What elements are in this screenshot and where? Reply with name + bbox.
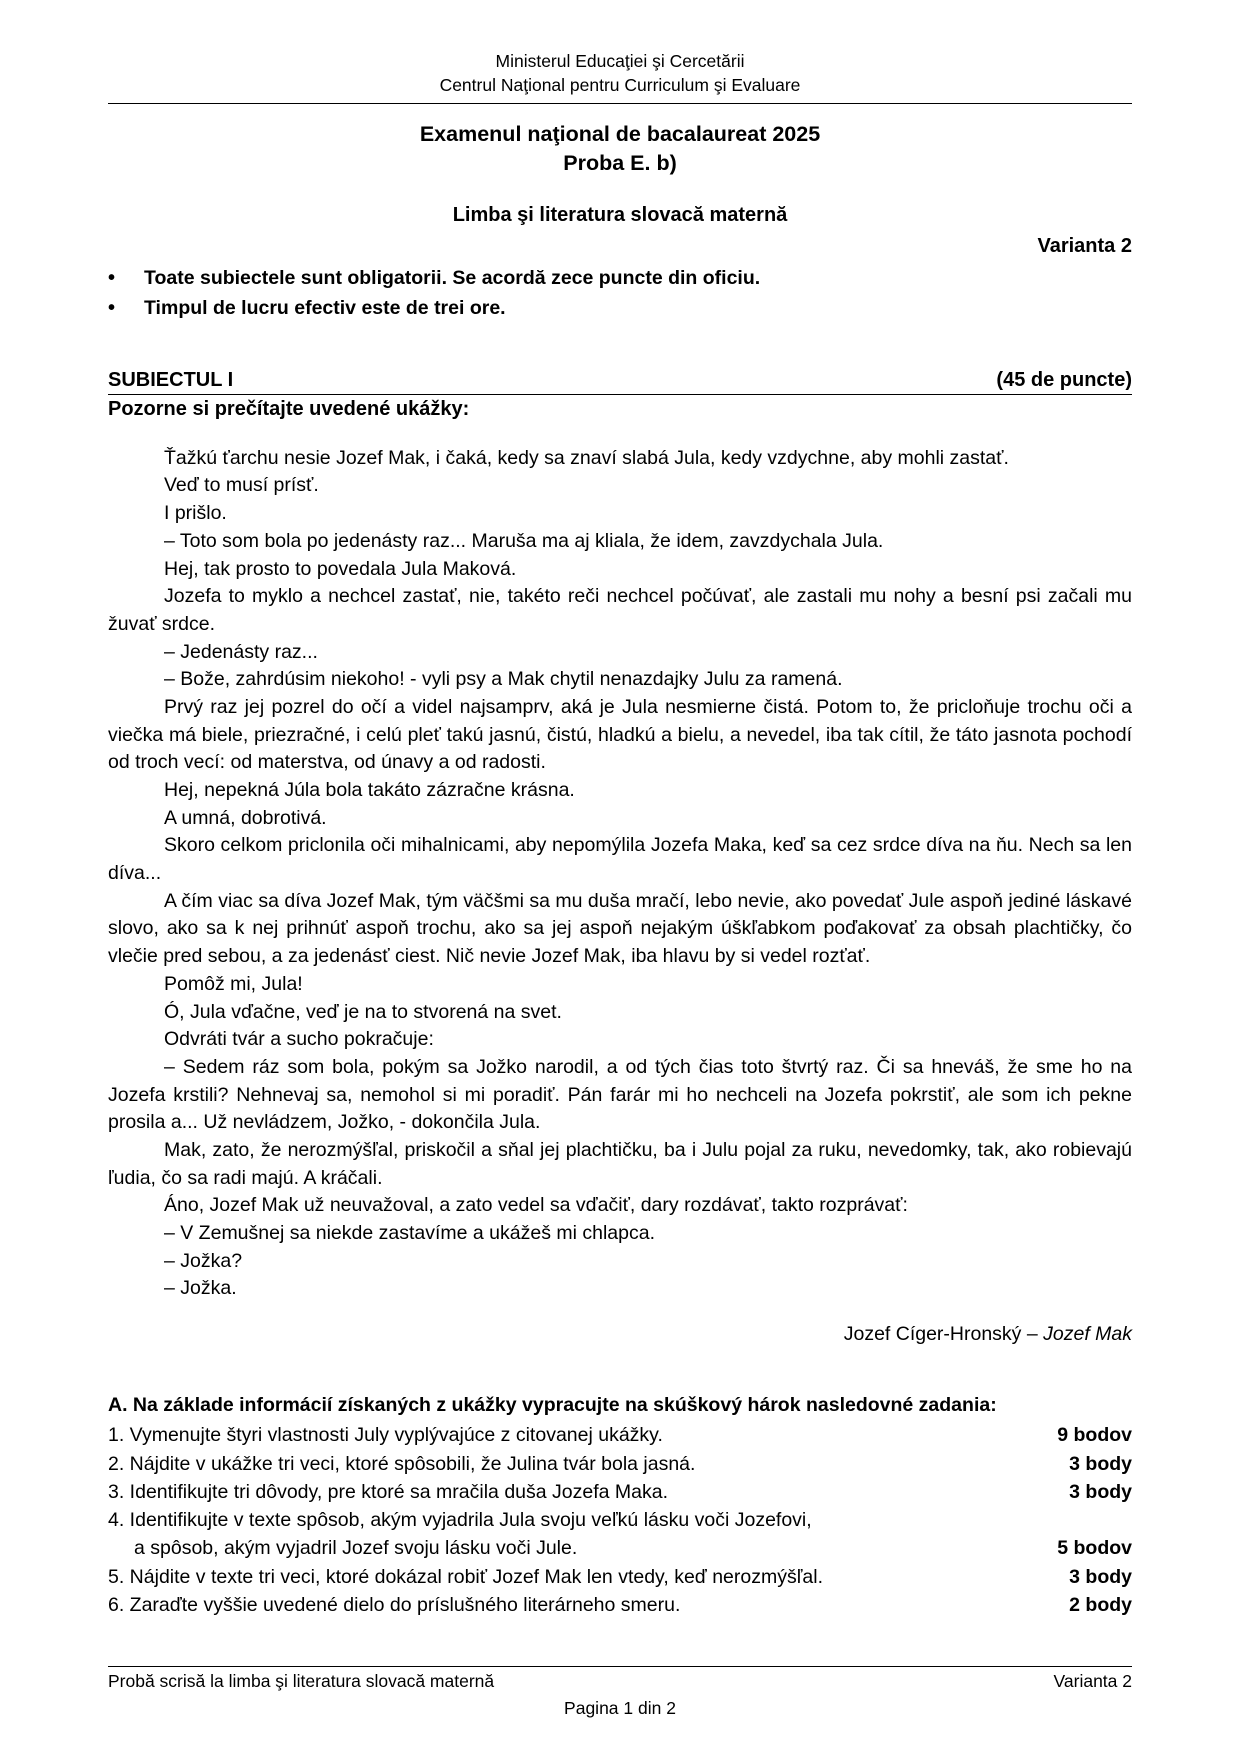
excerpt-work-title: Jozef Mak bbox=[1043, 1323, 1132, 1346]
excerpt-paragraph: Áno, Jozef Mak už neuvažoval, a zato vedel sa vďačiť, dary rozdávať, takto rozprávať: bbox=[164, 1194, 908, 1217]
subject-title: Limba şi literatura slovacă maternă bbox=[452, 204, 788, 227]
excerpt-paragraph: Jozefa to myklo a nechcel zastať, nie, takéto reči nechcel počúvať, ale zastali mu nohy a besní psi začali mu žuvať srdce. bbox=[108, 585, 1132, 635]
task-item bbox=[108, 1563, 1132, 1591]
excerpt-paragraph: Ťažkú ťarchu nesie Jozef Mak, i čaká, kedy sa znaví slabá Jula, kedy vzdychne, aby mohli zastať. bbox=[164, 446, 1009, 469]
excerpt-paragraph: – Sedem ráz som bola, pokým sa Jožko narodil, a od tých čias toto štvrtý raz. Či sa hneváš, že sme ho na Jozefa krstili? Nehnevaj sa, nemohol si mi poradiť. Pán farár mi ho nechceli na Jozefa pokrstiť, ale som ich pekne prosila a... Už nevládzem, Jožko, - dokončila Jula. bbox=[108, 1055, 1132, 1134]
excerpt-paragraph: Veď to musí prísť. bbox=[164, 474, 319, 497]
task-points: 3 body bbox=[1069, 1565, 1132, 1588]
task-list bbox=[108, 1421, 1132, 1619]
excerpt-paragraph: Ó, Jula vďačne, veď je na to stvorená na svet. bbox=[164, 1000, 562, 1023]
task-text: 4. Identifikujte v texte spôsob, akým vyjadrila Jula svoju veľkú lásku voči Jozefovi, bbox=[108, 1509, 812, 1532]
task-item bbox=[108, 1450, 1132, 1478]
task-text: 1. Vymenujte štyri vlastnosti July vyplývajúce z citovanej ukážky. bbox=[108, 1424, 663, 1447]
task-item bbox=[108, 1506, 1132, 1534]
excerpt-author: Jozef Cíger-Hronský – bbox=[843, 1323, 1044, 1346]
task-item-continuation bbox=[108, 1534, 1132, 1562]
excerpt-paragraph: I prišlo. bbox=[164, 502, 227, 525]
excerpt-paragraph: Pomôž mi, Jula! bbox=[164, 972, 303, 995]
task-item bbox=[108, 1591, 1132, 1619]
subiect-heading bbox=[108, 369, 1132, 395]
excerpt-paragraph: – Jožka? bbox=[164, 1249, 243, 1272]
excerpt-paragraph: – Toto som bola po jedenásty raz... Maruša ma aj kliala, že idem, zavzdychala Jula. bbox=[164, 529, 884, 552]
task-item bbox=[108, 1478, 1132, 1506]
excerpt-paragraph: – Jožka. bbox=[164, 1277, 237, 1300]
task-points: 2 body bbox=[1069, 1593, 1132, 1616]
excerpt-text bbox=[108, 445, 1132, 1303]
header-divider bbox=[108, 103, 1132, 104]
task-points: 5 bodov bbox=[1057, 1537, 1132, 1560]
footer-divider bbox=[108, 1666, 1132, 1667]
exam-title-line-1: Examenul naţional de bacalaureat 2025 bbox=[419, 122, 821, 147]
exam-title-line-2: Proba E. b) bbox=[563, 151, 677, 176]
task-text: 5. Nájdite v texte tri veci, ktoré dokázal robiť Jozef Mak len vtedy, keď nerozmýšľal. bbox=[108, 1565, 823, 1588]
excerpt-paragraph: – Bože, zahrdúsim niekoho! - vyli psy a Mak chytil nenazdajky Julu za ramená. bbox=[164, 668, 843, 691]
exam-title bbox=[108, 120, 1132, 178]
section-a-heading: A. Na základe informácií získaných z ukážky vypracujte na skúškový hárok nasledovné zadania: bbox=[108, 1394, 997, 1417]
footer-variant: Varianta 2 bbox=[1053, 1671, 1132, 1691]
excerpt-paragraph: Hej, tak prosto to povedala Jula Maková. bbox=[164, 557, 517, 580]
footer-left-text: Probă scrisă la limba şi literatura slovacă maternă bbox=[108, 1671, 495, 1691]
excerpt-paragraph: Prvý raz jej pozrel do očí a videl najsamprv, aká je Jula nesmierne čistá. Potom to, že pricloňuje trochu oči a viečka má biele, priezračné, i celú pleť takú jasnú, čistú, hladkú a bielu, a nevedel, iba tak cítil, že táto jasnota pochodí od troch vecí: od materstva, od únavy a od radosti. bbox=[108, 695, 1132, 774]
ministry-header bbox=[108, 50, 1132, 97]
task-text-continued: a spôsob, akým vyjadril Jozef svoju lásku voči Jule. bbox=[134, 1537, 578, 1560]
excerpt-paragraph: A umná, dobrotivá. bbox=[164, 806, 327, 829]
variant-label: Varianta 2 bbox=[1037, 235, 1132, 258]
task-item bbox=[108, 1421, 1132, 1449]
instructions-list bbox=[108, 264, 1132, 323]
excerpt-paragraph: A čím viac sa díva Jozef Mak, tým väčšmi sa mu duša mračí, lebo nevie, ako povedať Jule aspoň jediné láskavé slovo, ako sa k nej prihnúť aspoň trochu, ako sa jej aspoň nejakým úškľabkom poďakovať za obsah plachtičky, čo vlečie pred sebou, a za jedenásť ciest. Nič nevie Jozef Mak, iba hlavu by si vedel rozťať. bbox=[108, 889, 1132, 968]
excerpt-paragraph: Mak, zato, že nerozmýšľal, priskočil a sňal jej plachtičku, ba i Julu pojal za ruku, nevedomky, tak, ako robievajú ľudia, čo sa radi majú. A kráčali. bbox=[108, 1138, 1132, 1189]
excerpt-attribution bbox=[108, 1323, 1132, 1346]
page-number: Pagina 1 din 2 bbox=[564, 1698, 676, 1718]
instruction-item: • Toate subiectele sunt obligatorii. Se acordă zece puncte din oficiu. bbox=[108, 264, 1132, 293]
reading-instruction: Pozorne si prečítajte uvedené ukážky: bbox=[108, 397, 470, 420]
task-points: 3 body bbox=[1069, 1452, 1132, 1475]
excerpt-paragraph: Odvráti tvár a sucho pokračuje: bbox=[164, 1028, 434, 1051]
excerpt-paragraph: Skoro celkom priclonila oči mihalnicami, aby nepomýlila Jozefa Maka, keď sa cez srdce díva na ňu. Nech sa len díva... bbox=[108, 834, 1132, 885]
task-text: 2. Nájdite v ukážke tri veci, ktoré spôsobili, že Julina tvár bola jasná. bbox=[108, 1452, 696, 1475]
task-points: 9 bodov bbox=[1057, 1424, 1132, 1447]
task-points: 3 body bbox=[1069, 1480, 1132, 1503]
instruction-item: • Timpul de lucru efectiv este de trei ore. bbox=[108, 294, 1132, 323]
subiect-label: SUBIECTUL I bbox=[108, 368, 234, 391]
task-text: 6. Zaraďte vyššie uvedené dielo do príslušného literárneho smeru. bbox=[108, 1593, 681, 1616]
ministry-line-1: Ministerul Educaţiei şi Cercetării bbox=[495, 51, 745, 71]
excerpt-paragraph: Hej, nepekná Júla bola takáto zázračne krásna. bbox=[164, 779, 575, 802]
ministry-line-2: Centrul Naţional pentru Curriculum şi Evaluare bbox=[439, 74, 801, 95]
page-footer bbox=[108, 1666, 1132, 1719]
excerpt-paragraph: – Jedenásty raz... bbox=[164, 640, 318, 663]
subiect-points: (45 de puncte) bbox=[996, 368, 1132, 391]
task-text: 3. Identifikujte tri dôvody, pre ktoré sa mračila duša Jozefa Maka. bbox=[108, 1480, 668, 1503]
excerpt-paragraph: – V Zemušnej sa niekde zastavíme a ukážeš mi chlapca. bbox=[164, 1222, 655, 1245]
